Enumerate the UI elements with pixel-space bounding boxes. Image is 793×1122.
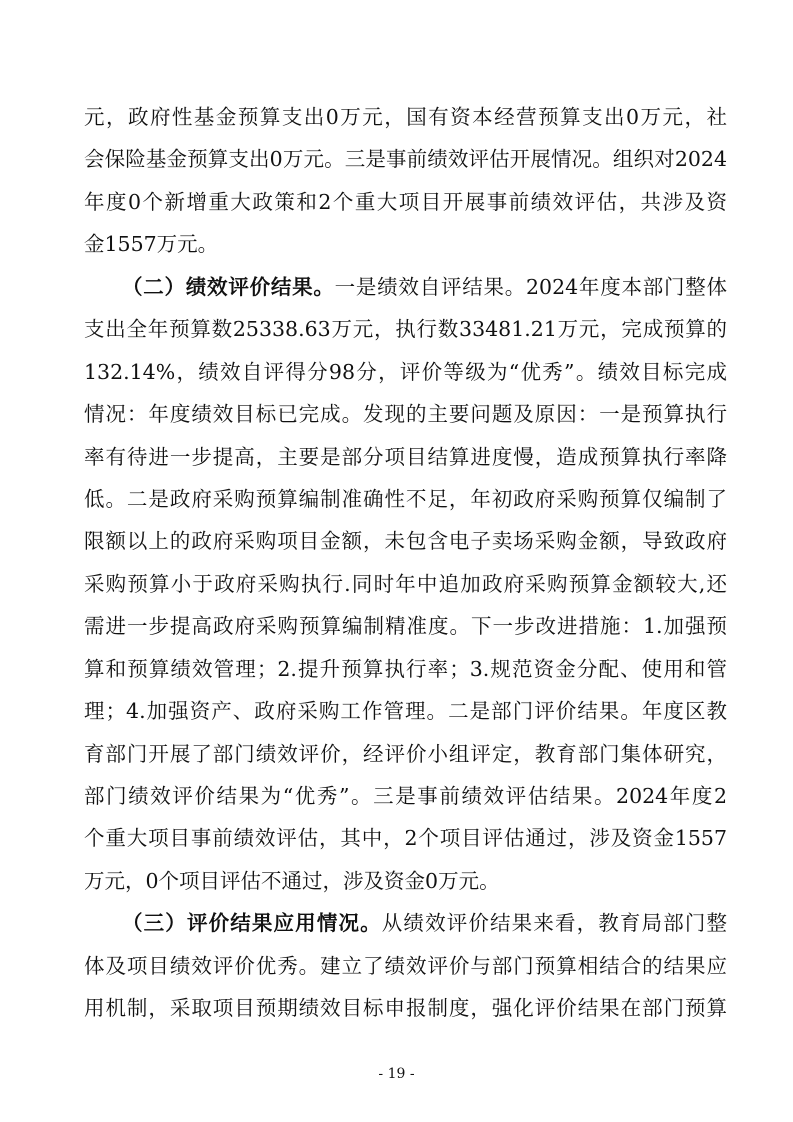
text-line — [84, 563, 727, 605]
document-body — [84, 96, 727, 1030]
line-text: 限额以上的政府采购项目金额，未包含电子卖场采购金额，导致政府 — [84, 529, 727, 554]
line-text: 个重大项目事前绩效评估，其中，2个项目评估通过，涉及资金1557 — [84, 826, 727, 851]
line-text: 采购预算小于政府采购执行.同时年中追加政府采购预算金额较大,还 — [84, 571, 727, 596]
text-line — [84, 223, 727, 265]
section-heading: （二）绩效评价结果。 — [122, 274, 335, 299]
text-line — [84, 902, 727, 944]
line-text: 体及项目绩效评价优秀。建立了绩效评价与部门预算相结合的结果应 — [84, 953, 727, 978]
text-line — [84, 648, 727, 690]
text-line — [84, 987, 727, 1029]
text-line — [84, 138, 727, 180]
line-text: 从绩效评价结果来看，教育局部门整 — [381, 911, 728, 936]
text-line — [84, 266, 727, 308]
line-text: 率有待进一步提高，主要是部分项目结算进度慢，造成预算执行率降 — [84, 444, 727, 469]
line-text: 万元，0个项目评估不通过，涉及资金0万元。 — [84, 868, 500, 893]
line-text: 支出全年预算数25338.63万元，执行数33481.21万元，完成预算的 — [84, 317, 727, 342]
line-text: 金1557万元。 — [84, 232, 219, 257]
text-line — [84, 817, 727, 859]
line-text: 育部门开展了部门绩效评价，经评价小组评定，教育部门集体研究， — [84, 741, 727, 766]
line-text: 部门绩效评价结果为“优秀”。三是事前绩效评估结果。2024年度2 — [84, 784, 727, 808]
text-line — [84, 860, 727, 902]
paragraph — [84, 902, 727, 1029]
text-line — [84, 775, 727, 817]
text-line — [84, 520, 727, 562]
text-line — [84, 351, 727, 393]
text-line — [84, 690, 727, 732]
line-text: 会保险基金预算支出0万元。三是事前绩效评估开展情况。组织对2024 — [84, 147, 727, 172]
text-line — [84, 96, 727, 138]
text-line — [84, 478, 727, 520]
line-text: 用机制，采取项目预期绩效目标申报制度，强化评价结果在部门预算 — [84, 996, 727, 1021]
line-text: 情况：年度绩效目标已完成。发现的主要问题及原因：一是预算执行 — [84, 402, 727, 427]
line-text: 元，政府性基金预算支出0万元，国有资本经营预算支出0万元，社 — [84, 105, 727, 129]
text-line — [84, 733, 727, 775]
line-text: 低。二是政府采购预算编制准确性不足，年初政府采购预算仅编制了 — [84, 486, 727, 511]
line-text: 理；4.加强资产、政府采购工作管理。二是部门评价结果。年度区教 — [84, 699, 727, 724]
line-text: 算和预算绩效管理；2.提升预算执行率；3.规范资金分配、使用和管 — [84, 656, 727, 681]
text-line — [84, 945, 727, 987]
paragraph — [84, 96, 727, 266]
text-line — [84, 308, 727, 350]
line-text: 需进一步提高政府采购预算编制精准度。下一步改进措施：1.加强预 — [84, 614, 727, 639]
line-text: 一是绩效自评结果。2024年度本部门整体 — [334, 274, 728, 299]
line-text: 132.14%，绩效自评得分98分，评价等级为“优秀”。绩效目标完成 — [84, 359, 727, 384]
text-line — [84, 605, 727, 647]
text-line — [84, 436, 727, 478]
paragraph — [84, 266, 727, 903]
section-heading: （三）评价结果应用情况。 — [122, 911, 382, 936]
text-line — [84, 181, 727, 223]
line-text: 年度0个新增重大政策和2个重大项目开展事前绩效评估，共涉及资 — [84, 189, 727, 214]
page-number: - 19 - — [378, 1066, 415, 1082]
text-line — [84, 393, 727, 435]
